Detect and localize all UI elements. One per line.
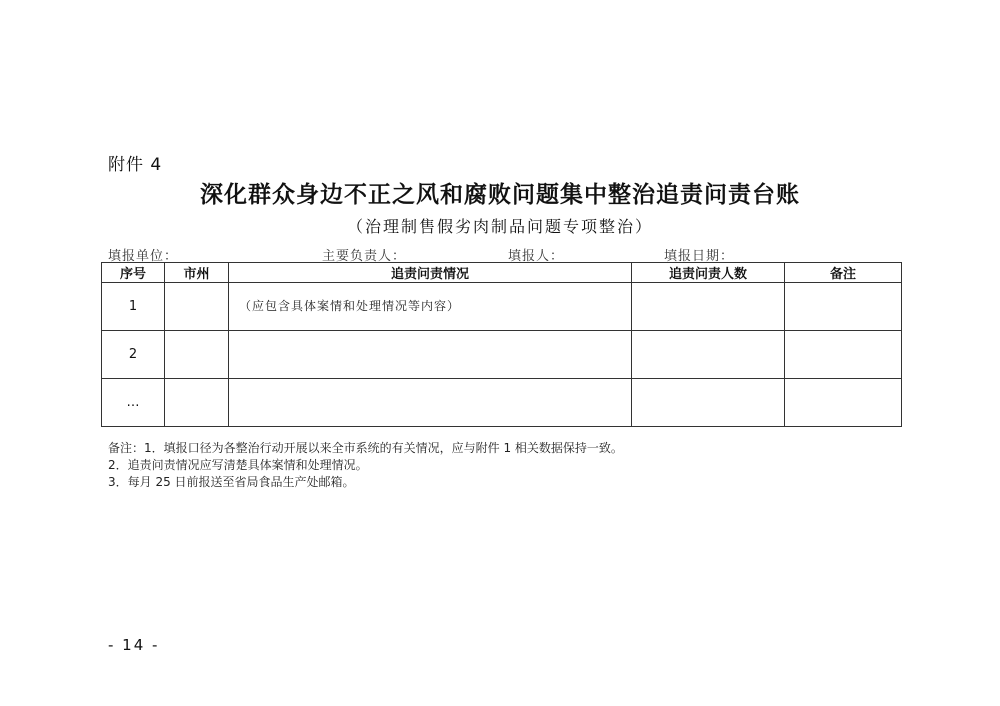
header-details: 追责问责情况	[229, 263, 632, 283]
note-item: 2．追责问责情况应写清楚具体案情和处理情况。	[108, 458, 368, 472]
cell-remark	[785, 283, 902, 331]
cell-seq: 1	[102, 283, 165, 331]
cell-city	[165, 331, 229, 379]
meta-date: 填报日期：	[664, 249, 735, 264]
cell-city	[165, 379, 229, 427]
meta-filler: 填报人：	[508, 249, 565, 264]
note-item: 备注：1．填报口径为各整治行动开展以来全市系统的有关情况，应与附件 1 相关数据保持一致。	[108, 441, 623, 455]
note-item: 3．每月 25 日前报送至省局食品生产处邮箱。	[108, 475, 355, 489]
header-city: 市州	[165, 263, 229, 283]
meta-unit: 填报单位：	[108, 249, 179, 264]
meta-principal: 主要负责人：	[322, 249, 407, 264]
cell-count	[632, 283, 785, 331]
cell-details	[229, 379, 632, 427]
cell-count	[632, 331, 785, 379]
table-header-row	[102, 263, 902, 283]
notes	[108, 440, 623, 491]
accountability-ledger-table	[101, 262, 902, 427]
cell-details	[229, 331, 632, 379]
cell-details-text: （应包含具体案情和处理情况等内容）	[239, 299, 461, 313]
header-seq: 序号	[102, 263, 165, 283]
table-row	[102, 283, 902, 331]
annex-label: 附件 4	[108, 155, 163, 175]
header-count: 追责问责人数	[632, 263, 785, 283]
table-row	[102, 379, 902, 427]
cell-count	[632, 379, 785, 427]
cell-city	[165, 283, 229, 331]
document-subtitle: （治理制售假劣肉制品问题专项整治）	[346, 217, 653, 236]
document-title: 深化群众身边不正之风和腐败问题集中整治追责问责台账	[200, 181, 800, 208]
cell-remark	[785, 331, 902, 379]
cell-details	[229, 283, 632, 331]
cell-remark	[785, 379, 902, 427]
page-number: - 14 -	[108, 636, 160, 654]
cell-seq: 2	[102, 331, 165, 379]
header-remark: 备注	[785, 263, 902, 283]
table-row	[102, 331, 902, 379]
cell-seq: …	[102, 379, 165, 427]
